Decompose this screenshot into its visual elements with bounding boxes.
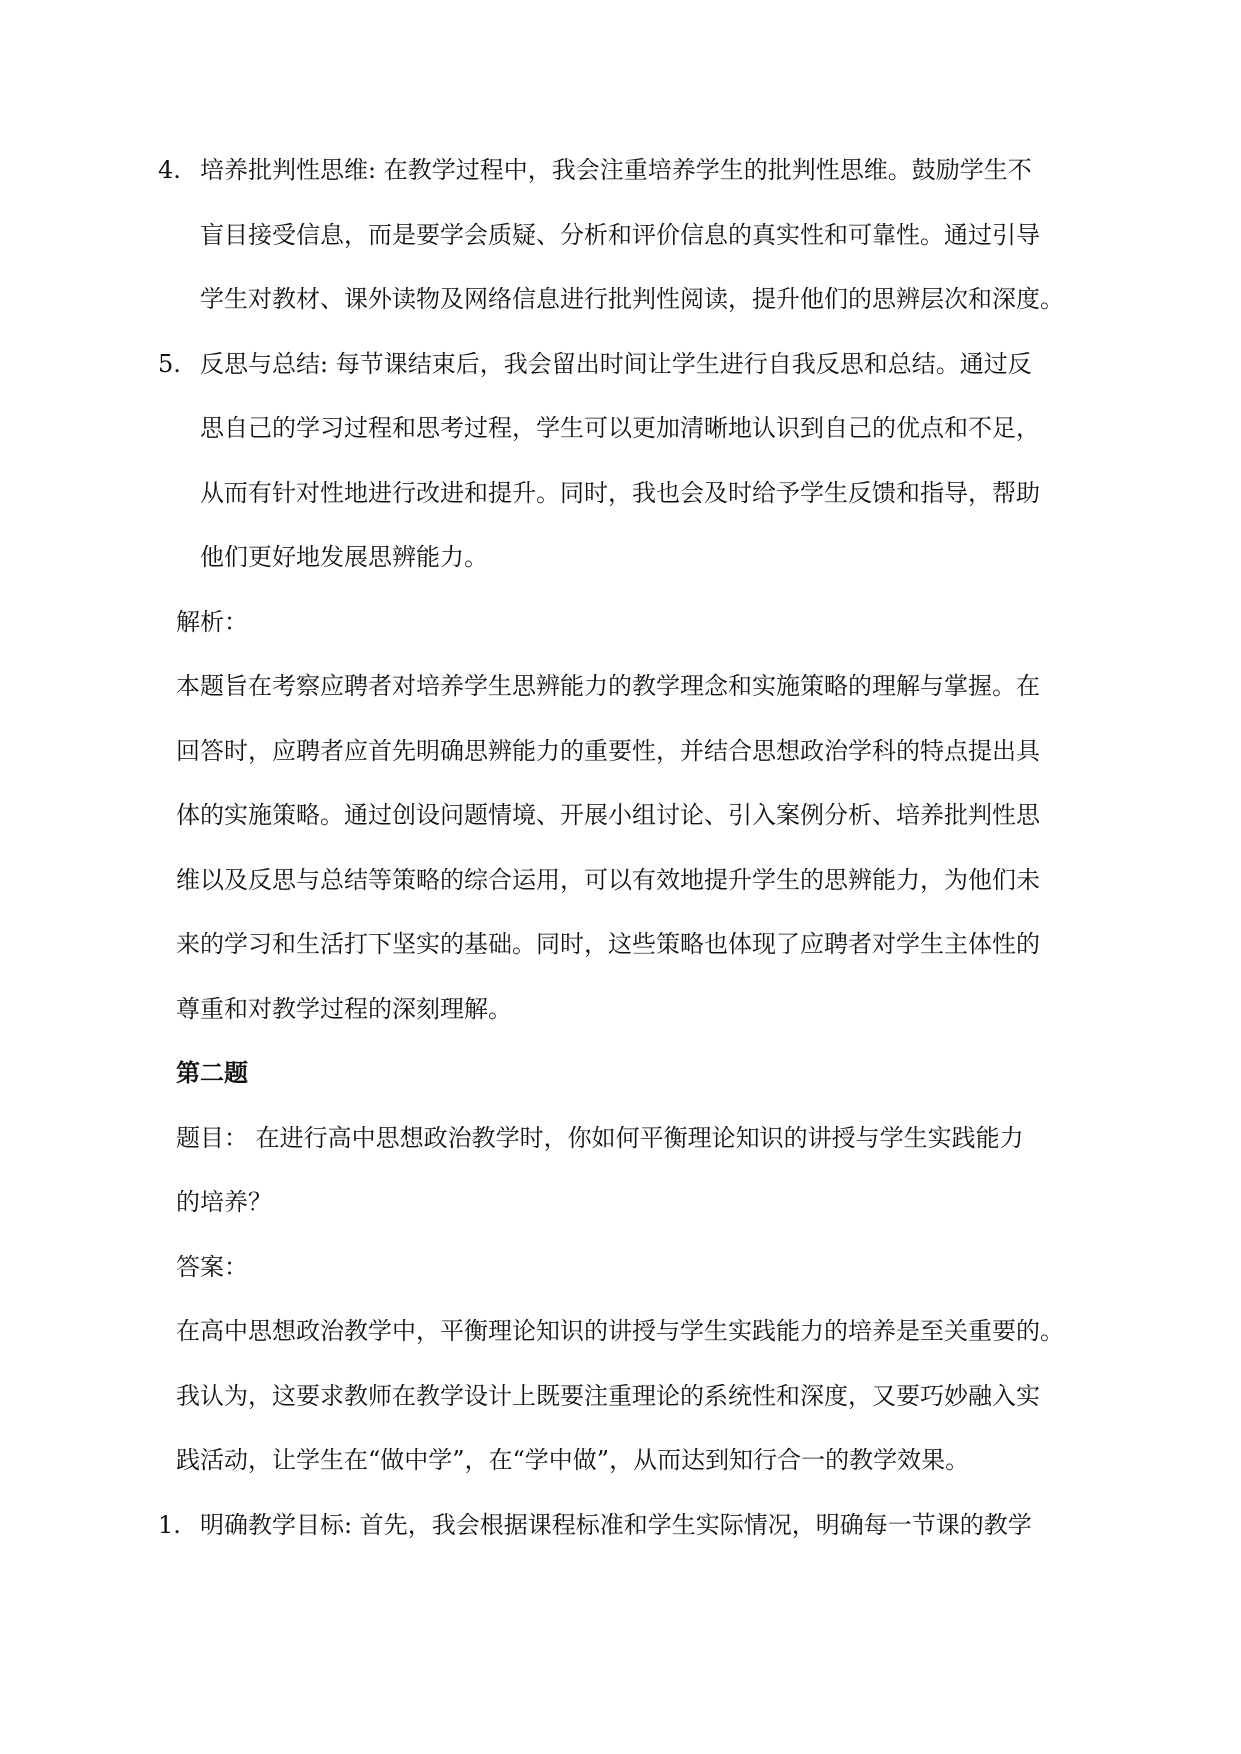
list-item-1 [158, 1493, 1100, 1558]
answer-line: 践活动，让学生在“做中学”，在“学中做”，从而达到知行合一的教学效果。 [176, 1446, 970, 1474]
list-number: 1. [158, 1510, 181, 1539]
list-item-5 [158, 332, 1100, 590]
page-content [158, 138, 1100, 1557]
section-title: 第二题 [176, 1059, 248, 1087]
list-number: 4. [158, 156, 181, 184]
analysis-line: 维以及反思与总结等策略的综合运用，可以有效地提升学生的思辨能力，为他们未 [176, 865, 1040, 894]
analysis-label: 解析： [176, 607, 248, 636]
answer-label: 答案： [176, 1252, 248, 1281]
list-item-4 [158, 138, 1100, 332]
answer-line: 我认为，这要求教师在教学设计上既要注重理论的系统性和深度，又要巧妙融入实 [176, 1381, 1040, 1410]
analysis-line: 来的学习和生活打下坚实的基础。同时，这些策略也体现了应聘者对学生主体性的 [176, 930, 1040, 958]
answer-line: 在高中思想政治教学中，平衡理论知识的讲授与学生实践能力的培养是至关重要的。 [176, 1317, 1064, 1345]
question-line: 的培养？ [176, 1188, 272, 1216]
list-item-line: 明确教学目标: 首先，我会根据课程标准和学生实际情况，明确每一节课的教学 [200, 1510, 1032, 1539]
analysis-section [176, 590, 1100, 1493]
question-line: 题目： 在进行高中思想政治教学时，你如何平衡理论知识的讲授与学生实践能力 [176, 1123, 1024, 1152]
list-item-line: 思自己的学习过程和思考过程，学生可以更加清晰地认识到自己的优点和不足， [200, 414, 1040, 442]
analysis-line: 回答时，应聘者应首先明确思辨能力的重要性，并结合思想政治学科的特点提出具 [176, 736, 1040, 765]
list-item-line: 学生对教材、课外读物及网络信息进行批判性阅读，提升他们的思辨层次和深度。 [200, 285, 1064, 313]
list-item-line: 反思与总结: 每节课结束后，我会留出时间让学生进行自我反思和总结。通过反 [200, 349, 1032, 378]
list-item-line: 他们更好地发展思辨能力。 [200, 543, 488, 571]
list-item-line: 培养批判性思维: 在教学过程中，我会注重培养学生的批判性思维。鼓励学生不 [200, 156, 1032, 184]
list-item-line: 盲目接受信息，而是要学会质疑、分析和评价信息的真实性和可靠性。通过引导 [200, 220, 1040, 249]
list-item-line: 从而有针对性地进行改进和提升。同时，我也会及时给予学生反馈和指导，帮助 [200, 478, 1040, 507]
analysis-line: 本题旨在考察应聘者对培养学生思辨能力的教学理念和实施策略的理解与掌握。在 [176, 672, 1040, 700]
list-number: 5. [158, 349, 181, 378]
analysis-line: 尊重和对教学过程的深刻理解。 [176, 994, 512, 1023]
analysis-line: 体的实施策略。通过创设问题情境、开展小组讨论、引入案例分析、培养批判性思 [176, 801, 1040, 829]
